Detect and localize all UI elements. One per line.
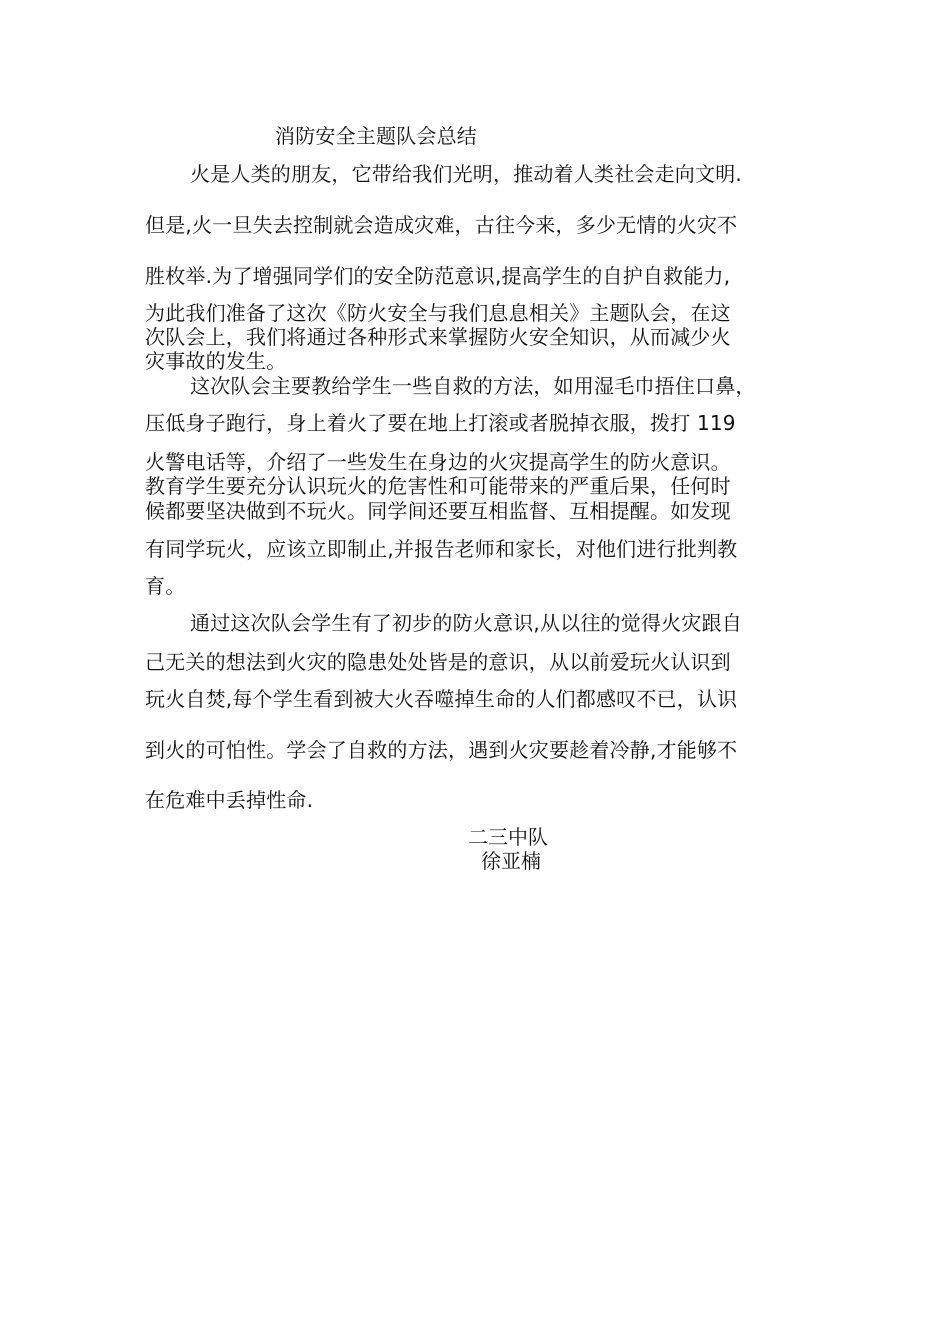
paragraph1-line-1: 火是人类的朋友，它带给我们光明，推动着人类社会走向文明. — [190, 162, 742, 186]
paragraph3-line-1: 通过这次队会学生有了初步的防火意识,从以往的觉得火灾跟自 — [190, 611, 742, 635]
paragraph2-line-7: 育。 — [145, 574, 186, 598]
paragraph2-line-4: 教育学生要充分认识玩火的危害性和可能带来的严重后果，任何时 — [145, 474, 731, 498]
paragraph1-line-6: 灾事故的发生。 — [145, 349, 287, 373]
signature-unit: 二三中队 — [468, 825, 548, 849]
paragraph2-line-6: 有同学玩火，应该立即制止,并报告老师和家长，对他们进行批判教 — [145, 537, 738, 561]
paragraph2-line-3: 火警电话等，介绍了一些发生在身边的火灾提高学生的防火意识。 — [145, 450, 731, 474]
paragraph2-line-2: 压低身子跑行，身上着火了要在地上打滚或者脱掉衣服，拨打 119 — [145, 411, 736, 435]
paragraph1-line-5: 次队会上，我们将通过各种形式来掌握防火安全知识，从而减少火 — [145, 325, 731, 349]
paragraph3-line-5: 在危难中丢掉性命. — [145, 788, 314, 812]
paragraph1-line-4: 为此我们准备了这次《防火安全与我们息息相关》主题队会，在这 — [145, 301, 731, 325]
paragraph2-line-5: 候都要坚决做到不玩火。同学间还要互相监督、互相提醒。如发现 — [145, 499, 731, 523]
paragraph3-line-3: 玩火自焚,每个学生看到被大火吞噬掉生命的人们都感叹不已，认识 — [145, 687, 738, 711]
document-title: 消防安全主题队会总结 — [275, 124, 477, 148]
paragraph3-line-4: 到火的可怕性。学会了自救的方法，遇到火灾要趁着冷静,才能够不 — [145, 738, 738, 762]
paragraph1-line-3: 胜枚举.为了增强同学们的安全防范意识,提高学生的自护自救能力, — [145, 264, 731, 288]
paragraph3-line-2: 己无关的想法到火灾的隐患处处皆是的意识，从以前爱玩火认识到 — [145, 650, 731, 674]
signature-name: 徐亚楠 — [481, 849, 541, 873]
paragraph1-line-2: 但是,火一旦失去控制就会造成灾难，古往今来，多少无情的火灾不 — [145, 213, 738, 237]
paragraph2-line-1: 这次队会主要教给学生一些自救的方法，如用湿毛巾捂住口鼻， — [190, 374, 756, 398]
